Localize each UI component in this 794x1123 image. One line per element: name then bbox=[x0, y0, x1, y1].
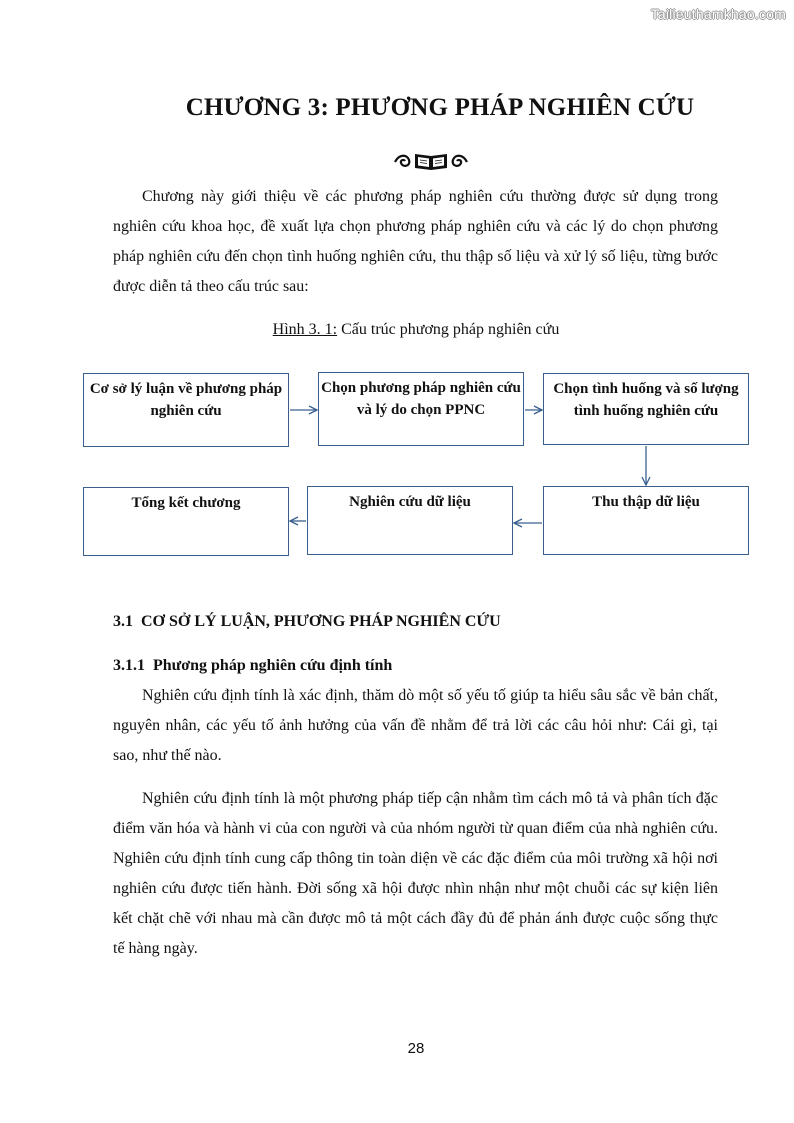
figure-title: Cấu trúc phương pháp nghiên cứu bbox=[341, 321, 560, 338]
subsection-heading bbox=[113, 654, 392, 678]
flow-box-method: Chọn phương pháp nghiên cứu và lý do chọn PPNC bbox=[318, 372, 524, 446]
body-paragraph-2: Nghiên cứu định tính là một phương pháp tiếp cận nhằm tìm cách mô tả và phân tích đặc điểm văn hóa và hành vi của con người và của nhóm người từ quan điểm của nhà nghiên cứu. Nghiên cứu định tính cung cấp thông tin toàn diện về các đặc điểm của môi trường xã hội nơi nghiên cứu được tiến hành. Đời sống xã hội được nhìn nhận như một chuỗi các sự kiện liên kết chặt chẽ với nhau mà cần được mô tả một cách đầy đủ để phản ánh được cuộc sống thực tế hàng ngày. bbox=[113, 790, 718, 957]
subsection-title: Phương pháp nghiên cứu định tính bbox=[153, 657, 393, 674]
page-number: 28 bbox=[407, 1040, 425, 1057]
flow-box-data-research: Nghiên cứu dữ liệu bbox=[307, 486, 513, 555]
subsection-number: 3.1.1 bbox=[113, 657, 145, 674]
flow-box-data-collection: Thu thập dữ liệu bbox=[543, 486, 749, 555]
flow-box-summary: Tổng kết chương bbox=[83, 487, 289, 556]
flow-box-case: Chọn tình huống và số lượng tình huống nghiên cứu bbox=[543, 373, 749, 445]
flow-box-theory: Cơ sở lý luận về phương pháp nghiên cứu bbox=[83, 373, 289, 447]
chapter-title: CHƯƠNG 3: PHƯƠNG PHÁP NGHIÊN CỨU bbox=[185, 94, 695, 121]
intro-paragraph: Chương này giới thiệu về các phương pháp nghiên cứu thường được sử dụng trong nghiên cứu khoa học, đề xuất lựa chọn phương pháp nghiên cứu và các lý do chọn phương pháp nghiên cứu đến chọn tình huống nghiên cứu, thu thập số liệu và xử lý số liệu, từng bước được diễn tả theo cấu trúc sau: bbox=[113, 188, 718, 295]
section-heading bbox=[113, 610, 501, 634]
book-ornament-icon bbox=[393, 150, 469, 172]
section-number: 3.1 bbox=[113, 613, 133, 630]
figure-label: Hình 3. 1: bbox=[272, 321, 338, 338]
body-paragraph-1: Nghiên cứu định tính là xác định, thăm dò một số yếu tố giúp ta hiểu sâu sắc về bản chất, nguyên nhân, các yếu tố ảnh hưởng của vấn đề nhằm để trả lời các câu hỏi như: Cái gì, tại sao, như thế nào. bbox=[113, 687, 718, 764]
section-title: CƠ SỞ LÝ LUẬN, PHƯƠNG PHÁP NGHIÊN CỨU bbox=[141, 613, 501, 630]
watermark: Tailieuthamkhao.com bbox=[650, 6, 786, 22]
figure-caption bbox=[0, 318, 794, 342]
